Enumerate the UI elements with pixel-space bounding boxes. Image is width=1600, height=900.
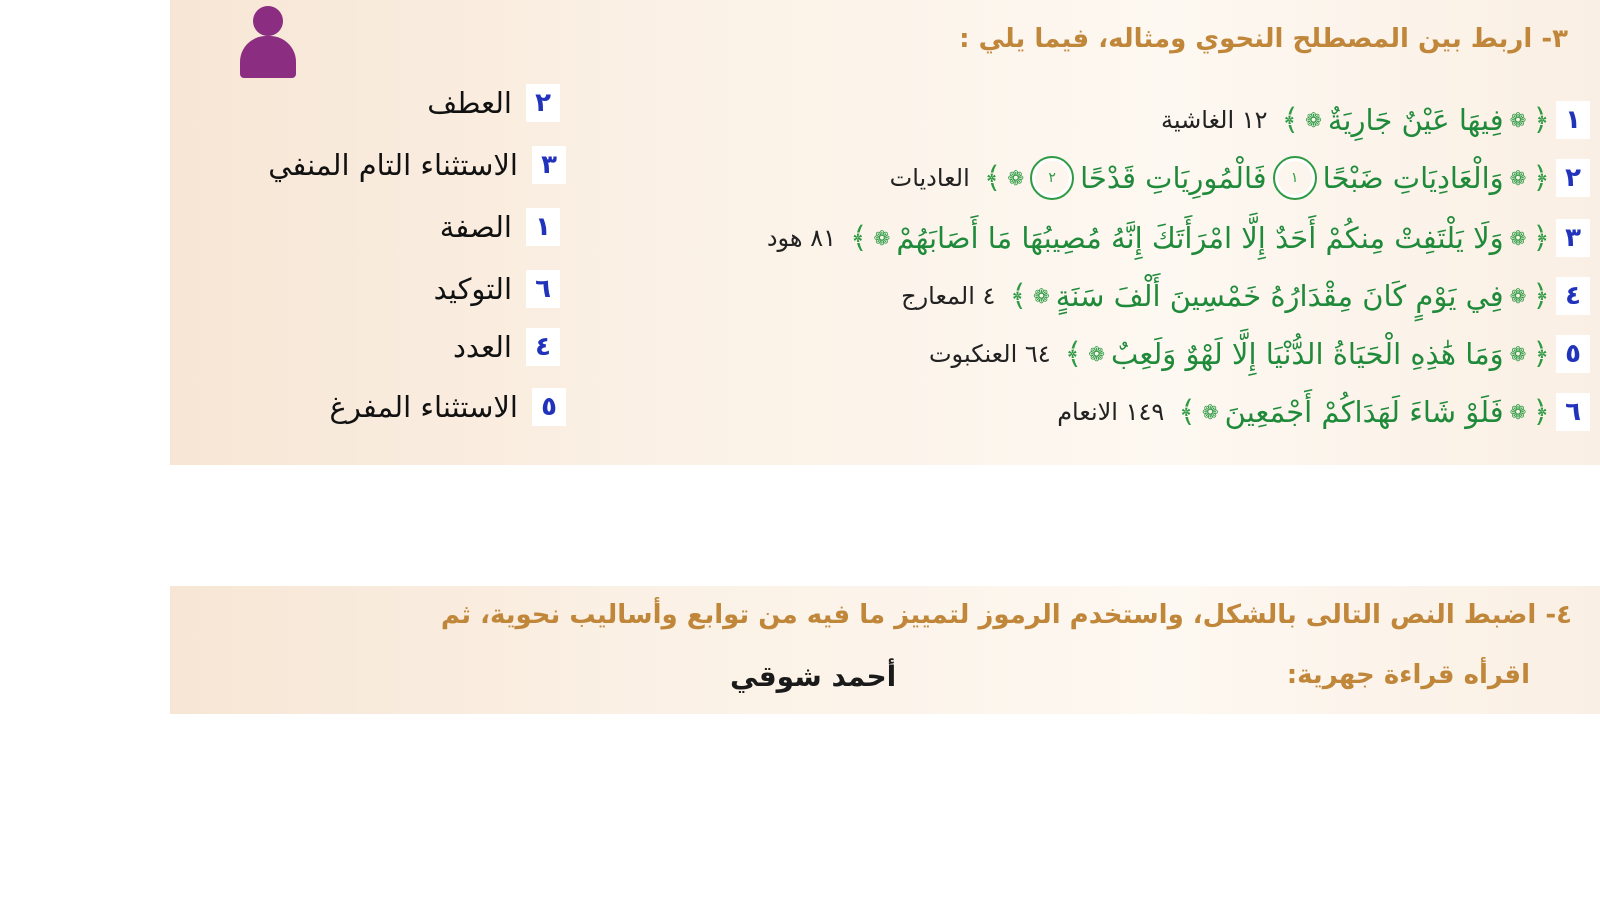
- verse-text: فَالْمُورِيَاتِ قَدْحًا: [1080, 161, 1267, 195]
- exercise-4-heading: ٤- اضبط النص التالى بالشكل، واستخدم الرموز لتمييز ما فيه من توابع وأساليب نحوية، ثم: [440, 600, 1572, 630]
- verse-row-4: [901, 270, 1590, 322]
- verse-number: ٢: [1556, 159, 1590, 197]
- surah-reference: ٤ المعارج: [901, 282, 996, 310]
- flower-icon: ❁: [1509, 226, 1527, 250]
- verse-row-6: [1057, 386, 1590, 438]
- exercise-4-subheading: اقرأه قراءة جهرية:: [1286, 660, 1530, 690]
- bracket-close-icon: ﴾: [983, 160, 1002, 196]
- flower-icon: ❁: [1088, 342, 1105, 366]
- verse-text: وَالْعَادِيَاتِ ضَبْحًا: [1322, 161, 1504, 195]
- verse-number: ١: [1556, 101, 1590, 139]
- term-number: ٤: [526, 328, 560, 366]
- term-number: ٢: [526, 84, 560, 122]
- term-label: الاستثناء التام المنفي: [268, 148, 518, 182]
- flower-icon: ❁: [1201, 400, 1219, 424]
- surah-reference: ٦٤ العنكبوت: [928, 340, 1051, 368]
- ayah-number-mark: ١: [1273, 156, 1317, 200]
- flower-icon: ❁: [873, 226, 891, 250]
- bracket-open-icon: ﴿: [1532, 160, 1550, 196]
- term-number: ٦: [526, 270, 560, 308]
- term-label: العطف: [427, 86, 512, 120]
- bracket-open-icon: ﴿: [1532, 336, 1550, 372]
- bracket-close-icon: ﴾: [1064, 336, 1083, 372]
- bracket-open-icon: ﴿: [1532, 394, 1550, 430]
- verse-number: ٣: [1556, 219, 1590, 257]
- term-row-3: [440, 208, 560, 246]
- verse-number: ٥: [1556, 335, 1590, 373]
- term-row-5: [453, 328, 560, 366]
- poet-name: أحمد شوقي: [730, 660, 897, 693]
- bracket-close-icon: ﴾: [1178, 394, 1196, 430]
- term-label: التوكيد: [433, 272, 512, 306]
- bracket-close-icon: ﴾: [849, 220, 868, 256]
- surah-reference: العاديات: [889, 164, 970, 192]
- bracket-close-icon: ﴾: [1281, 102, 1300, 138]
- term-row-4: [434, 270, 560, 308]
- bracket-open-icon: ﴿: [1532, 220, 1550, 256]
- flower-icon: ❁: [1007, 166, 1025, 190]
- verse-text: وَمَا هَٰذِهِ الْحَيَاةُ الدُّنْيَا إِلَّا لَهْوٌ وَلَعِبٌ: [1111, 337, 1504, 371]
- term-label: الصفة: [439, 210, 512, 244]
- flower-icon: ❁: [1033, 284, 1050, 308]
- flower-icon: ❁: [1305, 108, 1322, 132]
- verse-text: فَلَوْ شَاءَ لَهَدَاكُمْ أَجْمَعِينَ: [1224, 395, 1504, 429]
- flower-icon: ❁: [1509, 284, 1527, 308]
- surah-reference: ١٤٩ الانعام: [1057, 398, 1165, 426]
- exercise-3-heading: ٣- اربط بين المصطلح النحوي ومثاله، فيما يلي :: [959, 24, 1568, 54]
- bracket-close-icon: ﴾: [1009, 278, 1028, 314]
- person-icon: [240, 6, 296, 72]
- verse-row-5: [929, 328, 1590, 380]
- verse-text: فِي يَوْمٍ كَانَ مِقْدَارُهُ خَمْسِينَ أَلْفَ سَنَةٍ: [1055, 279, 1504, 313]
- bracket-open-icon: ﴿: [1532, 278, 1550, 314]
- verse-row-2: [890, 152, 1590, 204]
- term-row-1: [427, 84, 560, 122]
- flower-icon: ❁: [1509, 166, 1527, 190]
- term-number: ١: [526, 208, 560, 246]
- term-number: ٥: [532, 388, 566, 426]
- verse-number: ٦: [1556, 393, 1590, 431]
- bracket-open-icon: ﴿: [1532, 102, 1550, 138]
- verse-text: فِيهَا عَيْنٌ جَارِيَةٌ: [1327, 103, 1504, 137]
- flower-icon: ❁: [1509, 342, 1527, 366]
- surah-reference: ٨١ هود: [766, 224, 836, 252]
- term-row-2: [268, 146, 566, 184]
- verse-text: وَلَا يَلْتَفِتْ مِنكُمْ أَحَدٌ إِلَّا امْرَأَتَكَ إِنَّهُ مُصِيبُهَا مَا أَصَابَهُمْ: [896, 221, 1504, 255]
- flower-icon: ❁: [1509, 400, 1527, 424]
- surah-reference: ١٢ الغاشية: [1161, 106, 1268, 134]
- verse-row-3: [767, 212, 1590, 264]
- verse-row-1: [1161, 94, 1590, 146]
- term-label: العدد: [452, 330, 512, 364]
- term-label: الاستثناء المفرغ: [329, 390, 518, 424]
- ayah-number-mark: ٢: [1030, 156, 1074, 200]
- flower-icon: ❁: [1509, 108, 1527, 132]
- term-row-6: [330, 388, 566, 426]
- verse-number: ٤: [1556, 277, 1590, 315]
- term-number: ٣: [532, 146, 566, 184]
